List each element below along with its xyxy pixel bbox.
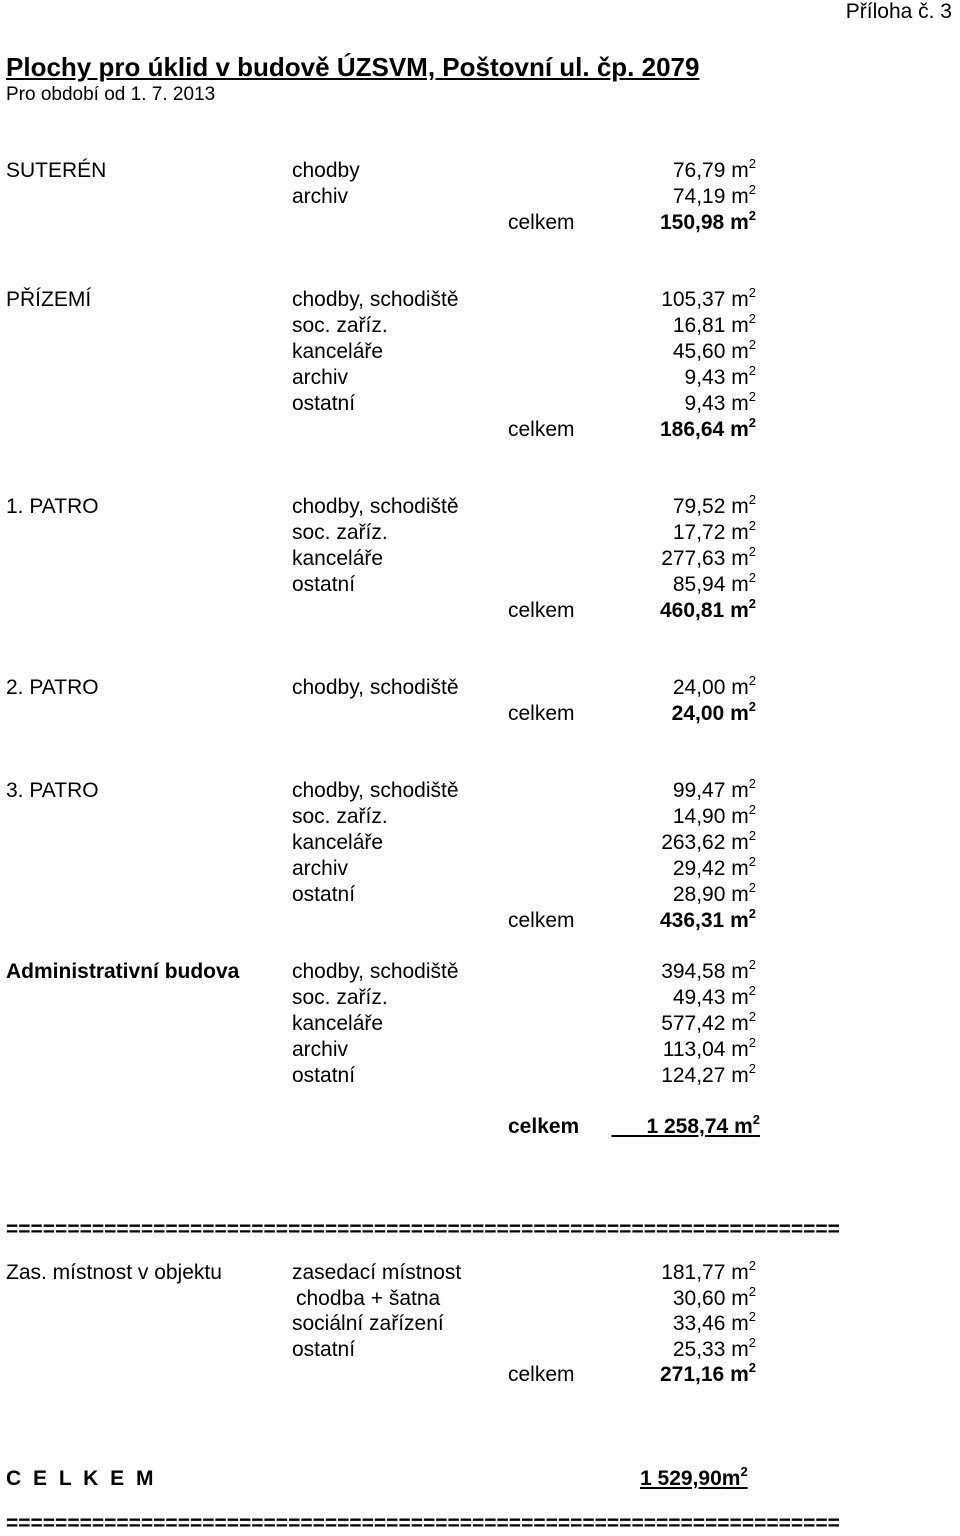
item-area: 28,90 $m^2$	[672, 880, 756, 906]
item-area: 277,63 $m^2$	[661, 544, 756, 570]
item-area: 577,42 $m^2$	[661, 1009, 756, 1035]
item-area: 113,04 $m^2$	[662, 1035, 756, 1061]
total-row	[0, 1114, 960, 1140]
table-row	[0, 856, 960, 882]
total-area: 24,00 $m^2$	[671, 699, 756, 725]
total-row	[0, 417, 960, 443]
item-name: sociální zařízení	[292, 1312, 444, 1335]
total-label: celkem	[508, 909, 575, 932]
item-area: 9,43 $m^2$	[684, 389, 756, 415]
item-area: 14,90 $m^2$	[672, 802, 756, 828]
total-area: 150,98 $m^2$	[660, 208, 756, 234]
table-row	[0, 391, 960, 417]
total-label: celkem	[508, 599, 575, 622]
table-row	[0, 1311, 960, 1337]
total-area: 436,31 $m^2$	[660, 906, 756, 932]
item-name: chodby, schodiště	[292, 676, 459, 699]
item-name: kanceláře	[292, 831, 384, 854]
section-label: Zas. místnost v objektu	[6, 1261, 222, 1284]
table-row	[0, 494, 960, 520]
item-name: kanceláře	[292, 547, 384, 570]
total-row	[0, 210, 960, 236]
total-row	[0, 598, 960, 624]
grand-total-row	[0, 1466, 960, 1492]
total-area: 271,16 $m^2$	[660, 1360, 756, 1386]
section-label: Administrativní budova	[6, 960, 240, 983]
item-name: chodby, schodiště	[292, 495, 459, 518]
item-name: ostatní	[292, 883, 356, 906]
table-row	[0, 520, 960, 546]
table-row	[0, 804, 960, 830]
total-row	[0, 1362, 960, 1388]
item-name: ostatní	[292, 1064, 356, 1087]
item-area: 79,52 $m^2$	[672, 492, 756, 518]
section-label: 2. PATRO	[6, 676, 99, 699]
item-area: 9,43 $m^2$	[684, 363, 756, 389]
item-name: soc. zaříz.	[292, 521, 388, 544]
item-name: ostatní	[292, 392, 356, 415]
item-name: soc. zaříz.	[292, 986, 388, 1009]
table-row	[0, 339, 960, 365]
page-subtitle: Pro období od 1. 7. 2013	[6, 84, 216, 105]
total-label: celkem	[508, 211, 575, 234]
table-row	[0, 1337, 960, 1363]
section-label: SUTERÉN	[6, 159, 107, 182]
total-label: celkem	[508, 1363, 575, 1386]
item-area: 17,72 $m^2$	[672, 518, 756, 544]
item-name: ostatní	[292, 1338, 356, 1361]
table-row	[0, 675, 960, 701]
table-row	[0, 830, 960, 856]
item-name: archiv	[292, 366, 349, 389]
total-row	[0, 701, 960, 727]
item-area: 85,94 $m^2$	[672, 570, 756, 596]
item-area: 124,27 $m^2$	[661, 1061, 756, 1087]
total-label: celkem	[508, 1115, 580, 1138]
item-area: 29,42 $m^2$	[672, 854, 756, 880]
total-row	[0, 908, 960, 934]
item-name: soc. zaříz.	[292, 805, 388, 828]
item-area: 25,33 $m^2$	[672, 1335, 756, 1361]
item-area: 49,43 $m^2$	[672, 983, 756, 1009]
page-title: Plochy pro úklid v budově ÚZSVM, Poštovní ul. čp. 2079	[6, 52, 700, 82]
item-name: chodby	[292, 159, 360, 182]
section-label: 3. PATRO	[6, 779, 99, 802]
item-area: 24,00 $m^2$	[672, 673, 756, 699]
table-row	[0, 313, 960, 339]
table-row	[0, 158, 960, 184]
table-row	[0, 287, 960, 313]
item-name: kanceláře	[292, 1012, 384, 1035]
item-name: chodba + šatna	[296, 1287, 441, 1310]
table-row	[0, 546, 960, 572]
table-row	[0, 184, 960, 210]
table-row	[0, 882, 960, 908]
item-name: chodby, schodiště	[292, 779, 459, 802]
item-area: 30,60 $m^2$	[672, 1284, 756, 1310]
table-row	[0, 1260, 960, 1286]
item-area: 394,58 $m^2$	[661, 957, 756, 983]
attachment-label: Příloha č. 3	[845, 0, 952, 23]
item-name: zasedací místnost	[292, 1261, 462, 1284]
total-label: celkem	[508, 702, 575, 725]
item-name: archiv	[292, 857, 349, 880]
section-label: PŘÍZEMÍ	[6, 288, 92, 311]
separator-line-bottom: ====================================================================	[6, 1512, 840, 1535]
table-row	[0, 1011, 960, 1037]
item-name: chodby, schodiště	[292, 288, 459, 311]
item-area: 76,79 $m^2$	[672, 156, 756, 182]
table-row	[0, 1286, 960, 1312]
item-area: 33,46 $m^2$	[672, 1309, 756, 1335]
item-area: 16,81 $m^2$	[672, 311, 756, 337]
item-area: 263,62 $m^2$	[661, 828, 756, 854]
section-label: 1. PATRO	[6, 495, 99, 518]
table-row	[0, 985, 960, 1011]
grand-total-label: C E L K E M	[6, 1467, 157, 1490]
item-area: 45,60 $m^2$	[672, 337, 756, 363]
separator-line: ====================================================================	[6, 1218, 840, 1241]
item-name: chodby, schodiště	[292, 960, 459, 983]
item-name: ostatní	[292, 573, 356, 596]
item-area: 105,37 $m^2$	[661, 285, 756, 311]
item-area: 99,47 $m^2$	[672, 776, 756, 802]
item-name: kanceláře	[292, 340, 384, 363]
table-row	[0, 1037, 960, 1063]
table-row	[0, 572, 960, 598]
table-row	[0, 1063, 960, 1089]
total-area: 1 258,74 $m^2$	[646, 1112, 760, 1138]
item-area: 181,77 $m^2$	[661, 1258, 756, 1284]
table-row	[0, 778, 960, 804]
item-name: archiv	[292, 185, 349, 208]
grand-total-area: 1 $529,90m^2$	[640, 1464, 748, 1490]
item-name: archiv	[292, 1038, 349, 1061]
total-area: 460,81 $m^2$	[660, 596, 756, 622]
table-row	[0, 365, 960, 391]
item-name: soc. zaříz.	[292, 314, 388, 337]
total-label: celkem	[508, 418, 575, 441]
table-row	[0, 959, 960, 985]
total-area: 186,64 $m^2$	[660, 415, 756, 441]
item-area: 74,19 $m^2$	[672, 182, 756, 208]
